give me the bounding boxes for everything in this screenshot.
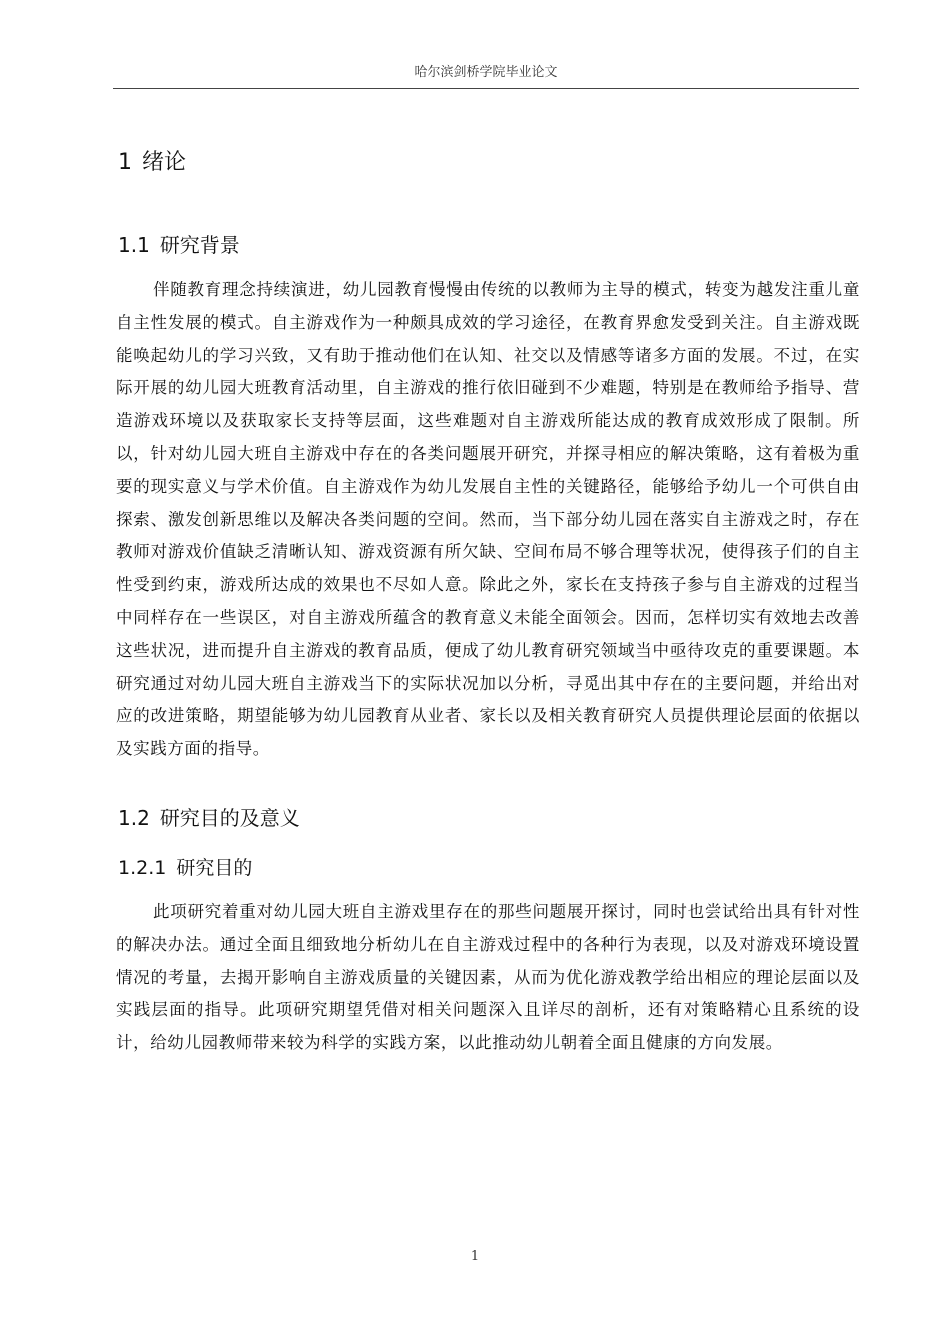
running-header: 哈尔滨剑桥学院毕业论文: [414, 65, 558, 80]
section-title: 研究背景: [159, 233, 240, 257]
section-number: 1.2: [118, 806, 150, 830]
background-paragraph: 伴随教育理念持续演进，幼儿园教育慢慢由传统的以教师为主导的模式，转变为越发注重儿童自主性发展的模式。自主游戏作为一种颇具成效的学习途径，在教育界愈发受到关注。自主游戏既能唤起幼儿的学习兴致，又有助于推动他们在认知、社交以及情感等诸多方面的发展。不过，在实际开展的幼儿园大班教育活动里，自主游戏的推行依旧碰到不少难题，特别是在教师给予指导、营造游戏环境以及获取家长支持等层面，这些难题对自主游戏所能达成的教育成效形成了限制。所以，针对幼儿园大班自主游戏中存在的各类问题展开研究，并探寻相应的解决策略，这有着极为重要的现实意义与学术价值。自主游戏作为幼儿发展自主性的关键路径，能够给予幼儿一个可供自由探索、激发创新思维以及解决各类问题的空间。然而，当下部分幼儿园在落实自主游戏之时，存在教师对游戏价值缺乏清晰认知、游戏资源有所欠缺、空间布局不够合理等状况，使得孩子们的自主性受到约束，游戏所达成的效果也不尽如人意。除此之外，家长在支持孩子参与自主游戏的过程当中同样存在一些误区，对自主游戏所蕴含的教育意义未能全面领会。因而，怎样切实有效地去改善这些状况，进而提升自主游戏的教育品质，便成了幼儿教育研究领域当中亟待攻克的重要课题。本研究通过对幼儿园大班自主游戏当下的实际状况加以分析，寻觅出其中存在的主要问题，并给出对应的改进策略，期望能够为幼儿园教育从业者、家长以及相关教育研究人员提供理论层面的依据以及实践方面的指导。: [116, 280, 860, 759]
chapter-number: 1: [118, 150, 132, 175]
subsection-heading-1-2-1: [118, 853, 252, 883]
section-heading-1-2: [118, 803, 300, 833]
section-title: 研究目的及意义: [159, 806, 300, 830]
page-number: 1: [470, 1249, 480, 1264]
header-rule: [113, 88, 859, 89]
subsection-title: 研究目的: [176, 857, 253, 879]
subsection-number: 1.2.1: [118, 857, 167, 879]
chapter-heading: [118, 146, 186, 180]
section-heading-1-1: [118, 230, 240, 260]
purpose-paragraph: 此项研究着重对幼儿园大班自主游戏里存在的那些问题展开探讨，同时也尝试给出具有针对性的解决办法。通过全面且细致地分析幼儿在自主游戏过程中的各种行为表现，以及对游戏环境设置情况的考量，去揭开影响自主游戏质量的关键因素，从而为优化游戏教学给出相应的理论层面以及实践层面的指导。此项研究期望凭借对相关问题深入且详尽的剖析，还有对策略精心且系统的设计，给幼儿园教师带来较为科学的实践方案，以此推动幼儿朝着全面且健康的方向发展。: [116, 902, 860, 1053]
section-number: 1.1: [118, 233, 150, 257]
chapter-title: 绪论: [142, 150, 187, 175]
